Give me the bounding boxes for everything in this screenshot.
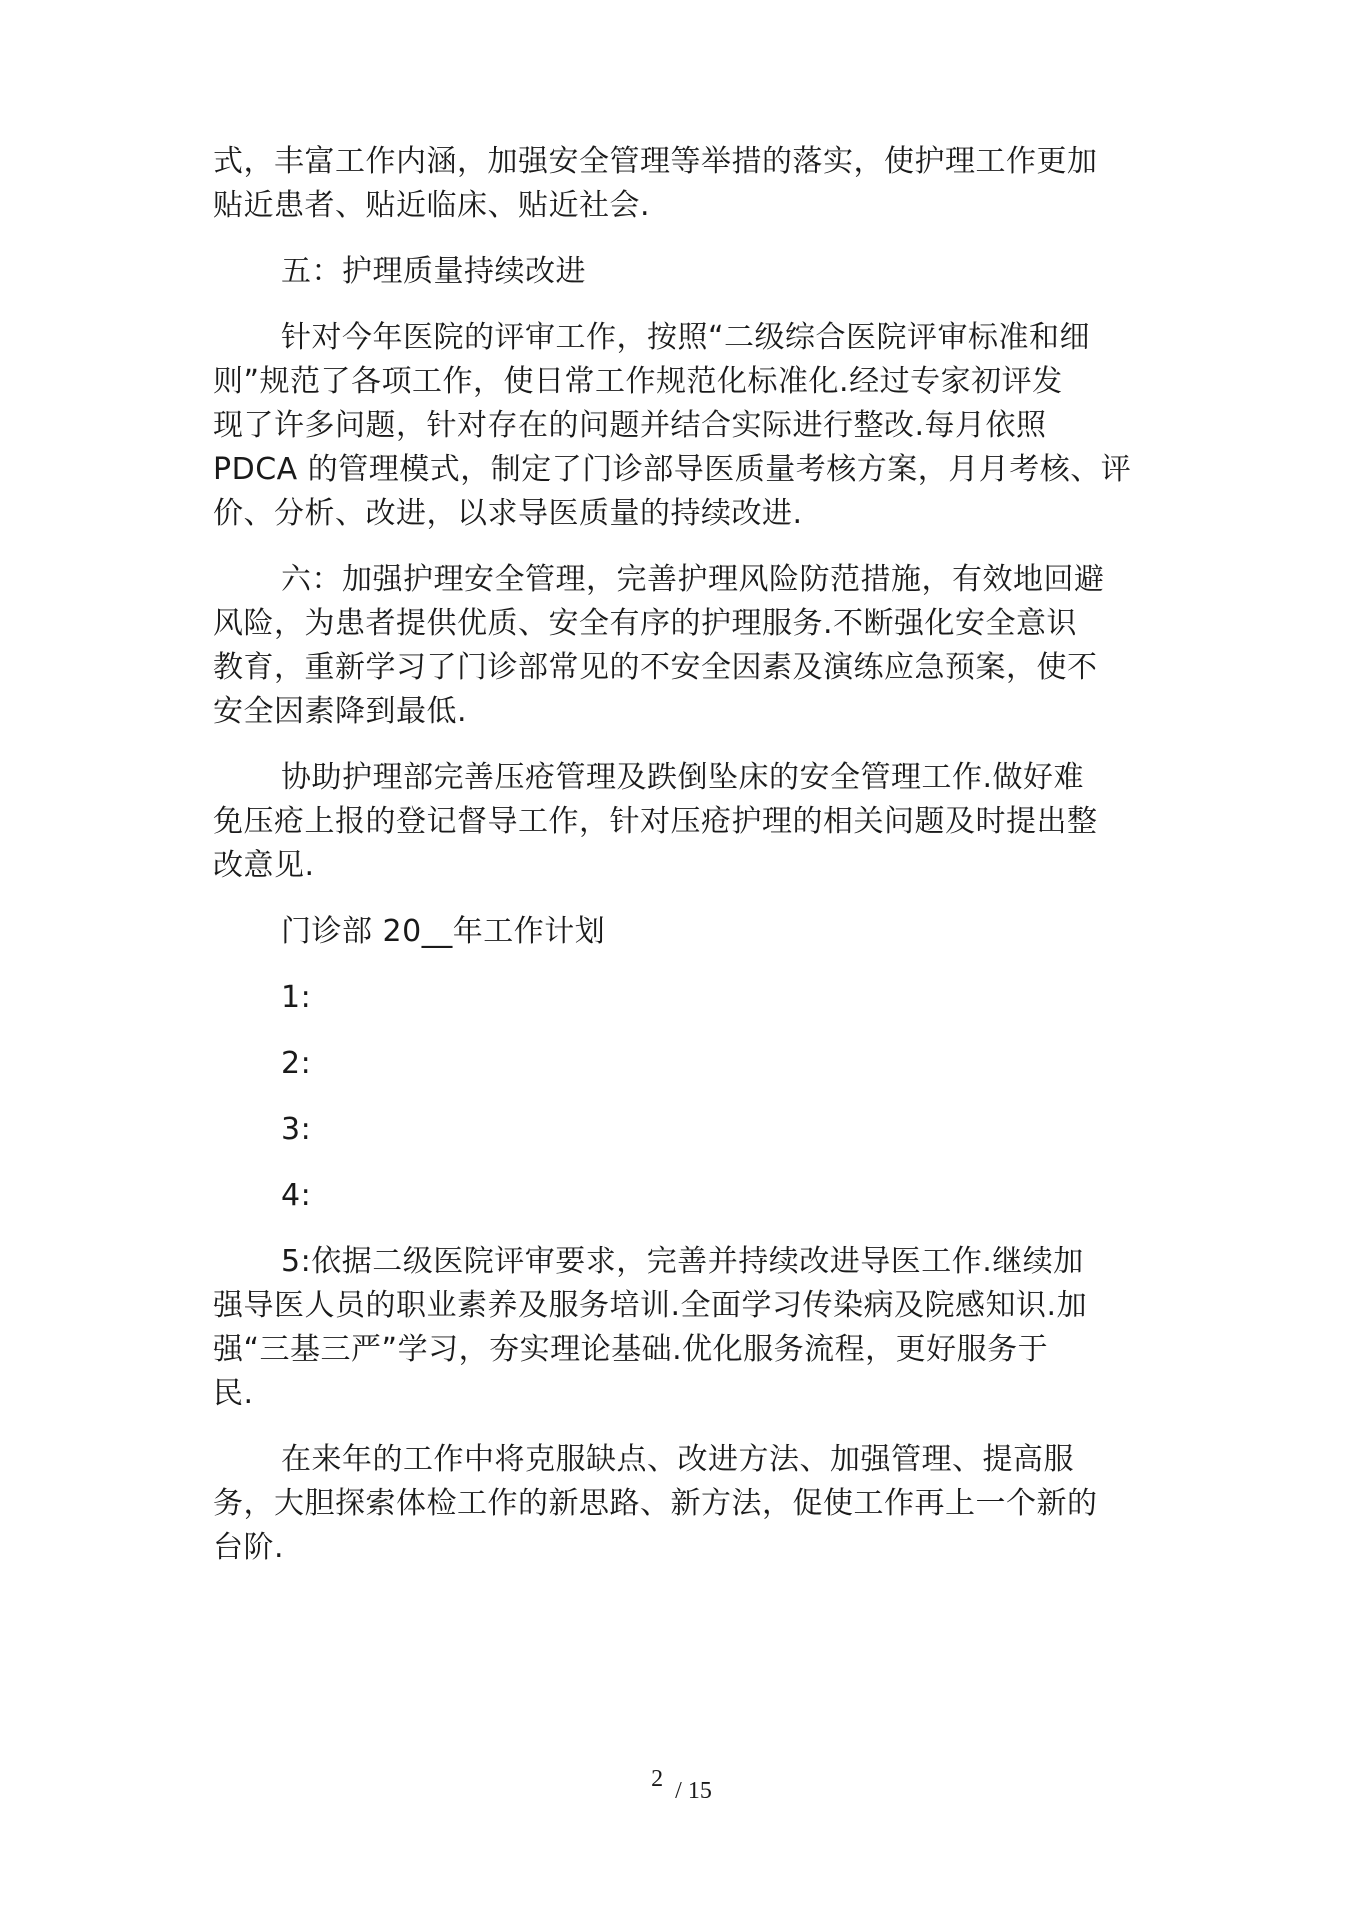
text-line: 价、分析、改进，以求导医质量的持续改进. <box>213 496 803 531</box>
page-number-current: 2 <box>651 1766 664 1792</box>
text-line: 协助护理部完善压疮管理及跌倒坠床的安全管理工作.做好难 <box>281 760 1085 795</box>
text-line: 六：加强护理安全管理，完善护理风险防范措施，有效地回避 <box>281 562 1105 597</box>
text-line: 强导医人员的职业素养及服务培训.全面学习传染病及院感知识.加 <box>213 1288 1088 1323</box>
text-line: 民. <box>213 1376 254 1411</box>
paragraph-gap <box>213 1086 1183 1108</box>
text-line: 4: <box>281 1178 312 1213</box>
paragraph <box>213 558 1183 734</box>
text-line: 风险，为患者提供优质、安全有序的护理服务.不断强化安全意识 <box>213 606 1078 641</box>
paragraph <box>213 1240 1183 1416</box>
paragraph-gap <box>213 536 1183 558</box>
paragraph-gap <box>213 1020 1183 1042</box>
text-line: 强“三基三严”学习，夯实理论基础.优化服务流程，更好服务于 <box>213 1332 1049 1367</box>
text-line: PDCA 的管理模式，制定了门诊部导医质量考核方案，月月考核、评 <box>213 452 1132 487</box>
text-line: 3: <box>281 1112 312 1147</box>
paragraph-gap <box>213 1218 1183 1240</box>
text-line: 针对今年医院的评审工作，按照“二级综合医院评审标准和细 <box>281 320 1091 355</box>
page-number-total: / 15 <box>675 1778 712 1804</box>
text-line: 改意见. <box>213 848 315 883</box>
document-body <box>213 140 1183 1570</box>
paragraph <box>213 910 1183 954</box>
text-line: 5:依据二级医院评审要求，完善并持续改进导医工作.继续加 <box>281 1244 1084 1279</box>
text-line: 教育，重新学习了门诊部常见的不安全因素及演练应急预案，使不 <box>213 650 1098 685</box>
paragraph <box>213 1108 1183 1152</box>
text-line: 门诊部 20__年工作计划 <box>281 914 606 949</box>
text-line: 现了许多问题，针对存在的问题并结合实际进行整改.每月依照 <box>213 408 1047 443</box>
text-line: 贴近患者、贴近临床、贴近社会. <box>213 188 651 223</box>
paragraph <box>213 316 1183 536</box>
text-line: 台阶. <box>213 1530 285 1565</box>
text-line: 安全因素降到最低. <box>213 694 468 729</box>
paragraph-gap <box>213 1152 1183 1174</box>
paragraph <box>213 1174 1183 1218</box>
paragraph-gap <box>213 734 1183 756</box>
paragraph-gap <box>213 228 1183 250</box>
text-line: 2: <box>281 1046 312 1081</box>
paragraph <box>213 140 1183 228</box>
paragraph <box>213 1438 1183 1570</box>
text-line: 五：护理质量持续改进 <box>281 254 586 289</box>
paragraph-gap <box>213 294 1183 316</box>
paragraph <box>213 250 1183 294</box>
text-line: 则”规范了各项工作，使日常工作规范化标准化.经过专家初评发 <box>213 364 1063 399</box>
text-line: 在来年的工作中将克服缺点、改进方法、加强管理、提高服 <box>281 1442 1074 1477</box>
text-line: 务，大胆探索体检工作的新思路、新方法，促使工作再上一个新的 <box>213 1486 1098 1521</box>
page-number <box>0 1766 1363 1805</box>
paragraph <box>213 976 1183 1020</box>
paragraph <box>213 756 1183 888</box>
paragraph-gap <box>213 954 1183 976</box>
paragraph-gap <box>213 1416 1183 1438</box>
text-line: 免压疮上报的登记督导工作，针对压疮护理的相关问题及时提出整 <box>213 804 1098 839</box>
text-line: 1: <box>281 980 312 1015</box>
text-line: 式，丰富工作内涵，加强安全管理等举措的落实，使护理工作更加 <box>213 144 1098 179</box>
paragraph <box>213 1042 1183 1086</box>
paragraph-gap <box>213 888 1183 910</box>
